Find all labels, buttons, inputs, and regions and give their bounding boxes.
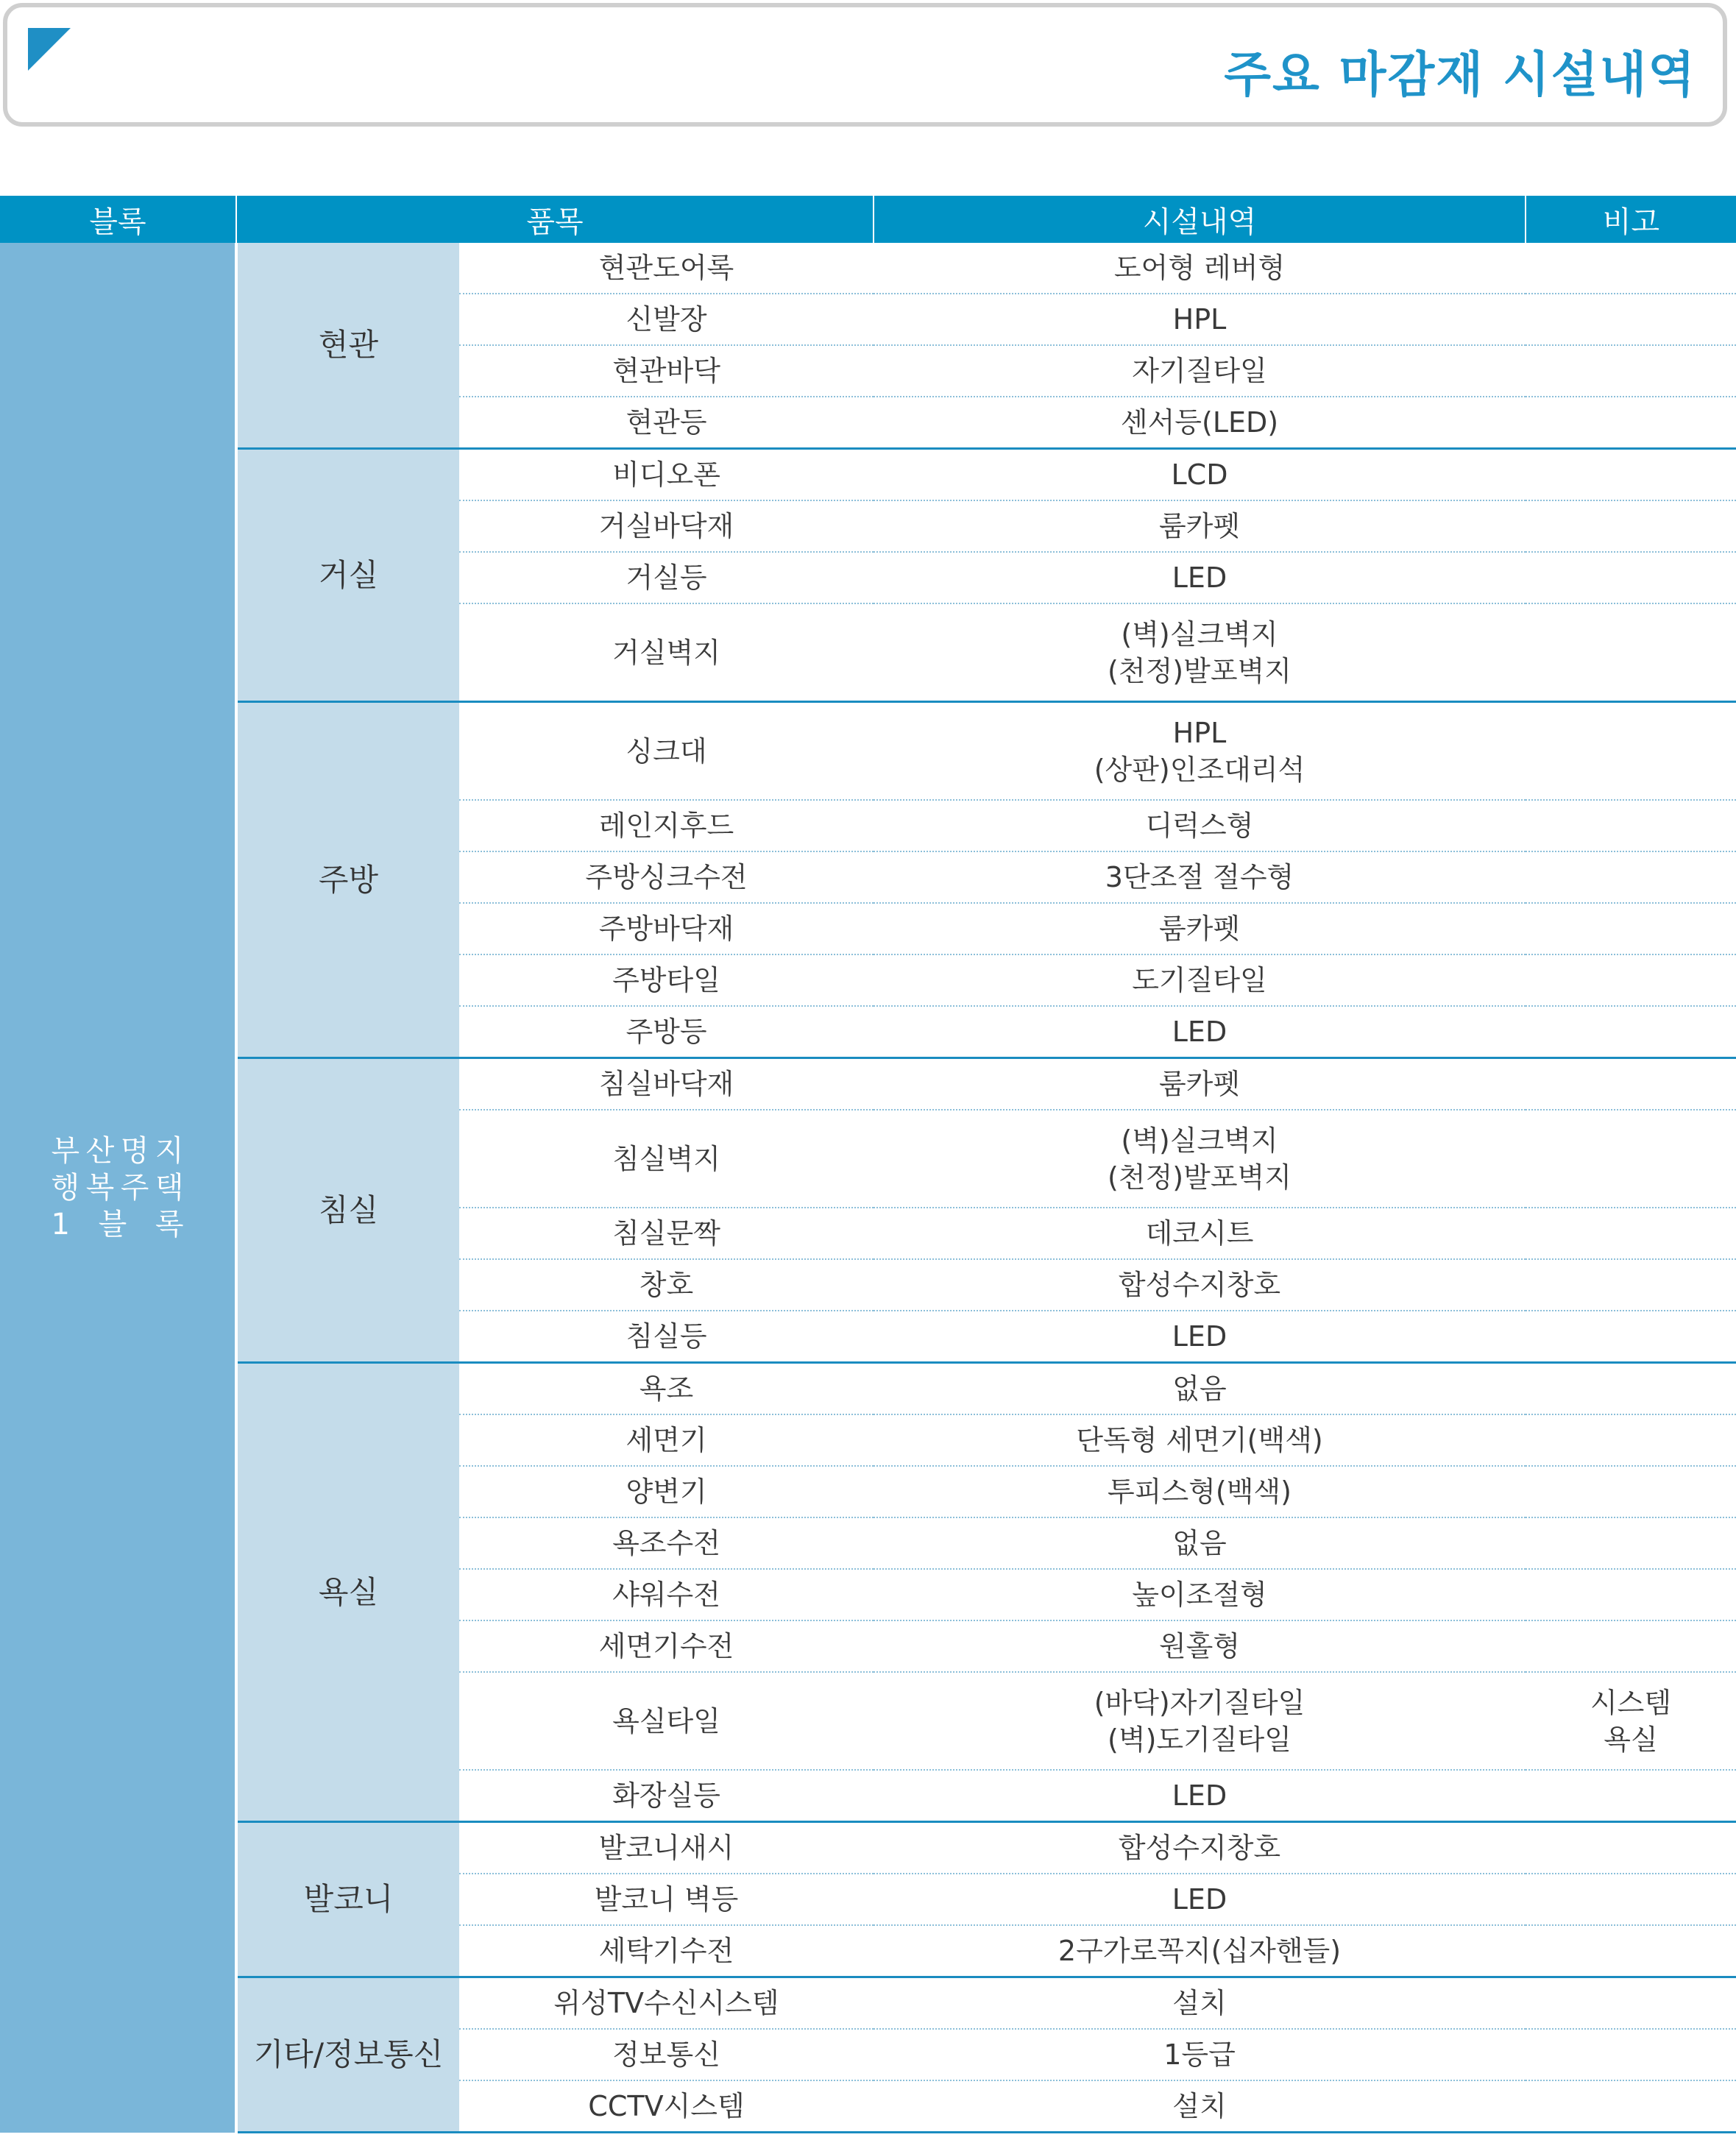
spec-text: 자기질타일: [1132, 355, 1267, 387]
spec-text: 합성수지창호: [1118, 1832, 1281, 1864]
group-name: 현관: [236, 243, 459, 449]
group-name: 거실: [236, 449, 459, 702]
group-name: 침실: [236, 1058, 459, 1363]
spec-cell: [874, 1110, 1526, 1208]
block-name-char: 택: [155, 1170, 184, 1205]
column-header-item: 품목: [236, 196, 874, 243]
corner-triangle-icon: [28, 28, 71, 71]
note-cell: [1526, 1977, 1736, 2030]
block-name-line: [52, 1133, 184, 1169]
note-cell: [1526, 397, 1736, 449]
spec-cell: [874, 2080, 1526, 2133]
table-header-row: [0, 196, 1736, 243]
spec-table: [0, 196, 1736, 2133]
note-cell: [1526, 2029, 1736, 2080]
item-name: 주방바닥재: [459, 903, 874, 954]
note-cell: [1526, 1672, 1736, 1770]
note-cell: [1526, 954, 1736, 1006]
item-name: 양변기: [459, 1466, 874, 1517]
spec-text: 없음: [1172, 1372, 1227, 1405]
table-row: [0, 1822, 1736, 1874]
item-name: 비디오폰: [459, 449, 874, 501]
spec-text: LED: [1172, 1779, 1227, 1812]
spec-cell: [874, 702, 1526, 801]
spec-cell: [874, 1311, 1526, 1363]
note-cell: [1526, 1414, 1736, 1466]
block-name-line: [52, 1206, 184, 1243]
item-name: 화장실등: [459, 1770, 874, 1822]
spec-text: HPL: [1172, 716, 1227, 749]
group-name: 발코니: [236, 1822, 459, 1977]
item-name: 레인지후드: [459, 800, 874, 851]
note-cell: [1526, 345, 1736, 397]
spec-cell: [874, 1770, 1526, 1822]
table-row: [0, 1058, 1736, 1110]
note-cell: [1526, 1620, 1736, 1672]
spec-cell: [874, 1977, 1526, 2030]
spec-cell: [874, 954, 1526, 1006]
block-name-char: 부: [51, 1133, 80, 1168]
spec-text: (상판)인조대리석: [1094, 753, 1305, 786]
spec-text: 도어형 레버형: [1113, 252, 1286, 284]
spec-text: LCD: [1171, 458, 1228, 491]
spec-text: 1등급: [1163, 2038, 1236, 2071]
page-title: 주요 마감재 시설내역: [1224, 46, 1696, 103]
spec-cell: [874, 552, 1526, 603]
block-name-char: 복: [85, 1170, 115, 1205]
spec-text: 투피스형(백색): [1108, 1475, 1292, 1508]
table-row: [0, 243, 1736, 294]
spec-cell: [874, 1822, 1526, 1874]
note-cell: [1526, 1006, 1736, 1058]
column-header-note: 비고: [1526, 196, 1736, 243]
spec-text: (천정)발포벽지: [1108, 654, 1292, 687]
block-name-char: 록: [155, 1207, 184, 1241]
table-body: [0, 243, 1736, 2133]
block-name-char: 주: [120, 1170, 149, 1205]
note-text: 욕실: [1604, 1723, 1658, 1756]
spec-cell: [874, 1569, 1526, 1620]
note-cell: [1526, 1569, 1736, 1620]
spec-text: 도기질타일: [1132, 964, 1267, 996]
table-row: [0, 449, 1736, 501]
block-name-line: [52, 1169, 184, 1206]
note-cell: [1526, 1770, 1736, 1822]
spec-text: 데코시트: [1145, 1217, 1254, 1250]
note-cell: [1526, 1110, 1736, 1208]
note-cell: [1526, 1874, 1736, 1925]
spec-text: (벽)도기질타일: [1108, 1723, 1292, 1756]
spec-text: LED: [1172, 1016, 1227, 1048]
item-name: 욕실타일: [459, 1672, 874, 1770]
column-header-spec: 시설내역: [874, 196, 1526, 243]
spec-text: 합성수지창호: [1118, 1269, 1281, 1301]
table-row: [0, 1977, 1736, 2030]
note-cell: [1526, 500, 1736, 552]
note-cell: [1526, 903, 1736, 954]
item-name: CCTV시스템: [459, 2080, 874, 2133]
item-name: 현관등: [459, 397, 874, 449]
spec-text: 룸카펫: [1158, 510, 1241, 542]
note-cell: [1526, 1925, 1736, 1977]
item-name: 정보통신: [459, 2029, 874, 2080]
spec-cell: [874, 1672, 1526, 1770]
item-name: 현관도어록: [459, 243, 874, 294]
spec-cell: [874, 1466, 1526, 1517]
spec-text: 없음: [1172, 1527, 1227, 1559]
spec-cell: [874, 1925, 1526, 1977]
spec-text: LED: [1172, 1883, 1227, 1916]
item-name: 현관바닥: [459, 345, 874, 397]
item-name: 세탁기수전: [459, 1925, 874, 1977]
spec-text: 3단조절 절수형: [1105, 861, 1294, 893]
item-name: 세면기수전: [459, 1620, 874, 1672]
column-header-block: 블록: [0, 196, 236, 243]
item-name: 싱크대: [459, 702, 874, 801]
item-name: 창호: [459, 1259, 874, 1311]
spec-cell: [874, 1874, 1526, 1925]
note-cell: [1526, 702, 1736, 801]
note-cell: [1526, 1822, 1736, 1874]
item-name: 거실바닥재: [459, 500, 874, 552]
item-name: 신발장: [459, 294, 874, 345]
spec-text: 단독형 세면기(백색): [1076, 1424, 1323, 1456]
item-name: 침실등: [459, 1311, 874, 1363]
spec-text: (벽)실크벽지: [1121, 1124, 1278, 1157]
item-name: 침실벽지: [459, 1110, 874, 1208]
item-name: 주방등: [459, 1006, 874, 1058]
group-name: 기타/정보통신: [236, 1977, 459, 2133]
spec-cell: [874, 1208, 1526, 1259]
spec-text: 원홀형: [1158, 1630, 1241, 1662]
item-name: 주방싱크수전: [459, 851, 874, 903]
table-row: [0, 702, 1736, 801]
spec-cell: [874, 903, 1526, 954]
item-name: 샤워수전: [459, 1569, 874, 1620]
block-name-char: 명: [120, 1133, 149, 1168]
spec-text: 룸카펫: [1158, 1068, 1241, 1100]
note-cell: [1526, 243, 1736, 294]
spec-text: 높이조절형: [1132, 1579, 1267, 1611]
note-cell: [1526, 552, 1736, 603]
spec-text: (천정)발포벽지: [1108, 1161, 1292, 1194]
spec-text: 센서등(LED): [1120, 406, 1279, 439]
block-name-char: 지: [155, 1133, 184, 1168]
spec-text: (벽)실크벽지: [1121, 617, 1278, 651]
block-name-char: 블: [98, 1207, 127, 1241]
item-name: 침실바닥재: [459, 1058, 874, 1110]
spec-cell: [874, 1363, 1526, 1415]
note-cell: [1526, 851, 1736, 903]
block-name-cell: [0, 243, 236, 2133]
spec-text: 디럭스형: [1145, 809, 1254, 842]
group-name: 주방: [236, 702, 459, 1058]
spec-text: 설치: [1172, 2090, 1227, 2122]
item-name: 거실벽지: [459, 603, 874, 702]
note-cell: [1526, 294, 1736, 345]
spec-cell: [874, 449, 1526, 501]
note-cell: [1526, 2080, 1736, 2133]
note-cell: [1526, 603, 1736, 702]
spec-cell: [874, 1259, 1526, 1311]
note-cell: [1526, 800, 1736, 851]
spec-cell: [874, 1620, 1526, 1672]
spec-cell: [874, 1006, 1526, 1058]
note-cell: [1526, 1311, 1736, 1363]
spec-text: LED: [1172, 561, 1227, 594]
spec-text: 설치: [1172, 1987, 1227, 2019]
block-name-char: 산: [85, 1133, 115, 1168]
spec-cell: [874, 800, 1526, 851]
item-name: 욕조: [459, 1363, 874, 1415]
note-cell: [1526, 1363, 1736, 1415]
item-name: 위성TV수신시스템: [459, 1977, 874, 2030]
note-cell: [1526, 1517, 1736, 1569]
note-cell: [1526, 1208, 1736, 1259]
spec-cell: [874, 345, 1526, 397]
item-name: 발코니 벽등: [459, 1874, 874, 1925]
spec-text: 2구가로꼭지(십자핸들): [1057, 1935, 1342, 1967]
item-name: 욕조수전: [459, 1517, 874, 1569]
spec-text: LED: [1172, 1320, 1227, 1353]
spec-cell: [874, 851, 1526, 903]
group-name: 욕실: [236, 1363, 459, 1822]
spec-text: HPL: [1172, 303, 1227, 336]
spec-cell: [874, 500, 1526, 552]
spec-cell: [874, 603, 1526, 702]
spec-cell: [874, 397, 1526, 449]
note-cell: [1526, 1259, 1736, 1311]
header-box: [3, 3, 1727, 127]
item-name: 발코니새시: [459, 1822, 874, 1874]
note-cell: [1526, 1058, 1736, 1110]
spec-cell: [874, 1058, 1526, 1110]
spec-cell: [874, 2029, 1526, 2080]
note-cell: [1526, 449, 1736, 501]
block-name: [52, 1133, 184, 1243]
note-text: 시스템: [1590, 1686, 1672, 1719]
table-row: [0, 1363, 1736, 1415]
block-name-char: 1: [51, 1207, 70, 1241]
note-cell: [1526, 1466, 1736, 1517]
item-name: 침실문짝: [459, 1208, 874, 1259]
spec-text: (바닥)자기질타일: [1094, 1686, 1305, 1719]
spec-cell: [874, 243, 1526, 294]
item-name: 거실등: [459, 552, 874, 603]
spec-cell: [874, 1517, 1526, 1569]
spec-text: 룸카펫: [1158, 913, 1241, 945]
spec-cell: [874, 294, 1526, 345]
block-name-char: 행: [51, 1170, 80, 1205]
spec-cell: [874, 1414, 1526, 1466]
item-name: 주방타일: [459, 954, 874, 1006]
item-name: 세면기: [459, 1414, 874, 1466]
